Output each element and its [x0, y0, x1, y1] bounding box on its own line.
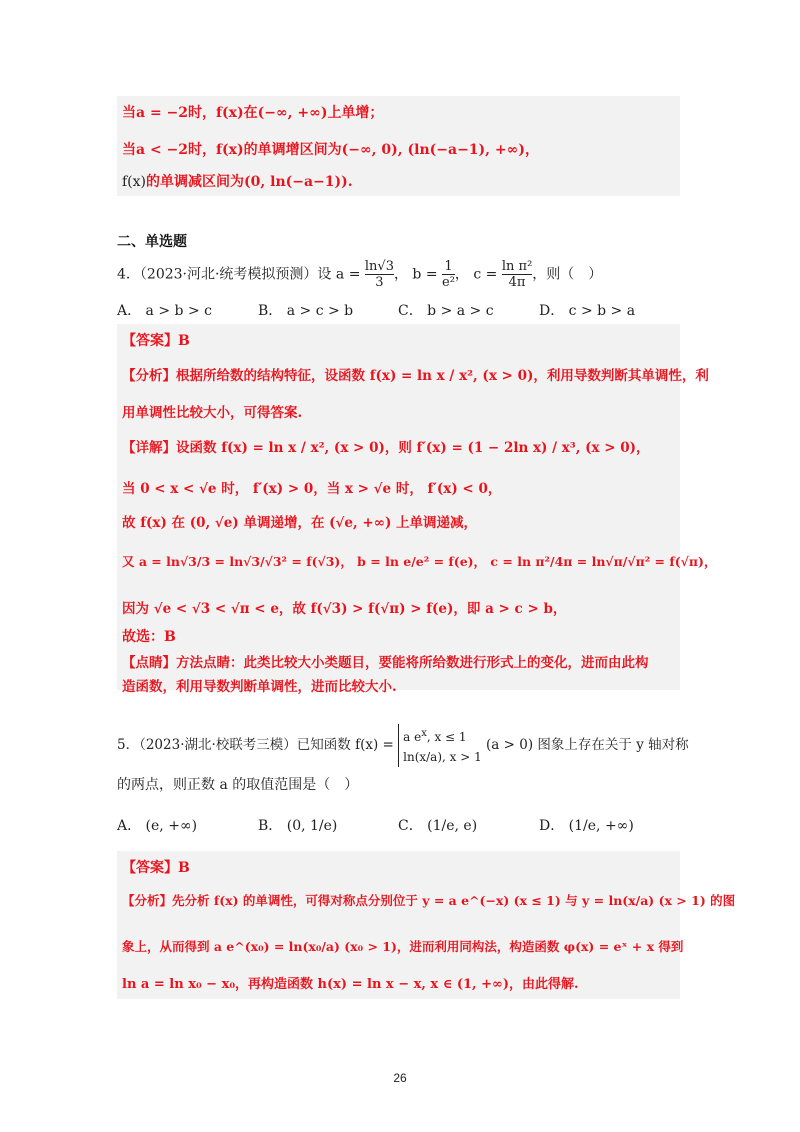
q5-stem-1: 5．（2023·湖北·校联考三模）已知函数 f(x) = a $e^x$, x ≤ 1 ln(x/a), x > 1 (a > 0) 图象上存在关于 y 轴对称 [117, 724, 689, 767]
q4-option-a: A． a > b > c [117, 303, 212, 319]
q5-option-a: A． (e, +∞) [117, 818, 198, 834]
q4-stem: 4．（2023·河北·统考模拟预测）设 a = $\frac{\ln√3}{3}$ ， b = $\frac{1}{\text{e²}}$ ， c = $\frac{\text{ln π²}}{4\pi}$ ，则（ ） [117, 259, 603, 290]
prev-solution-line-3: f(x)的单调减区间为(0, ln(−a−1)). [122, 174, 353, 190]
q4-option-b: B． a > c > b [258, 303, 354, 319]
q5-analysis-3: ln a = ln x₀ − x₀，再构造函数 h(x) = ln x − x, x ∈ (1, +∞)，由此得解. [122, 977, 579, 992]
q5-option-d: D． (1/e, +∞) [539, 818, 634, 834]
q4-analysis-2: 用单调性比较大小，可得答案. [122, 405, 303, 421]
q4-detail-4: 又 a = ln√3/3 = ln√3/√3² = f(√3)， b = ln e/e² = f(e)， c = ln π²/4π = ln√π/√π² = f(√π)， [122, 554, 717, 569]
section-title: 二、单选题 [117, 234, 187, 250]
prev-solution-line-1: 当a = −2时，f(x)在(−∞, +∞)上单增； [122, 105, 384, 121]
q4-detail-5: 因为 √e < √3 < √π < e，故 f(√3) > f(√π) > f(e)，即 a > c > b， [122, 601, 567, 617]
q4-detail-6: 故选：B [122, 629, 176, 645]
q5-option-c: C． (1/e, e) [398, 818, 478, 834]
q4-option-d: D． c > b > a [539, 303, 636, 319]
q4-note-2: 造函数，利用导数判断单调性，进而比较大小. [122, 679, 397, 695]
q4-detail-2: 当 0 < x < √e 时， f′(x) > 0，当 x > √e 时， f′(x) < 0， [122, 481, 502, 497]
q5-analysis-1: 【分析】先分析 f(x) 的单调性，可得对称点分别位于 y = a e^(−x) (x ≤ 1) 与 y = ln(x/a) (x > 1) 的图 [122, 893, 736, 908]
q5-answer: 【答案】B [122, 860, 190, 876]
page-number: 26 [393, 1071, 407, 1085]
q4-note-1: 【点睛】方法点睛：此类比较大小类题目，要能将所给数进行形式上的变化，进而由此构 [122, 655, 649, 671]
q4-detail-1: 【详解】设函数 f(x) = ln x / x², (x > 0)，则 f′(x) = (1 − 2ln x) / x³, (x > 0)， [122, 440, 650, 456]
q5-stem-2: 的两点，则正数 a 的取值范围是（ ） [117, 777, 359, 793]
q4-analysis-1: 【分析】根据所给数的结构特征，设函数 f(x) = ln x / x², (x > 0)，利用导数判断其单调性，利 [122, 368, 709, 384]
q4-detail-3: 故 f(x) 在 (0, √e) 单调递增，在 (√e, +∞) 上单调递减， [122, 515, 478, 531]
q5-analysis-2: 象上，从而得到 a e^(x₀) = ln(x₀/a) (x₀ > 1)，进而利用同构法，构造函数 φ(x) = eˣ + x 得到 [122, 939, 684, 954]
q5-option-b: B． (0, 1/e) [258, 818, 338, 834]
q4-answer: 【答案】B [122, 333, 190, 349]
q4-option-c: C． b > a > c [398, 303, 494, 319]
prev-solution-line-2: 当a < −2时，f(x)的单调增区间为(−∞, 0), (ln(−a−1), +∞)， [122, 142, 539, 158]
